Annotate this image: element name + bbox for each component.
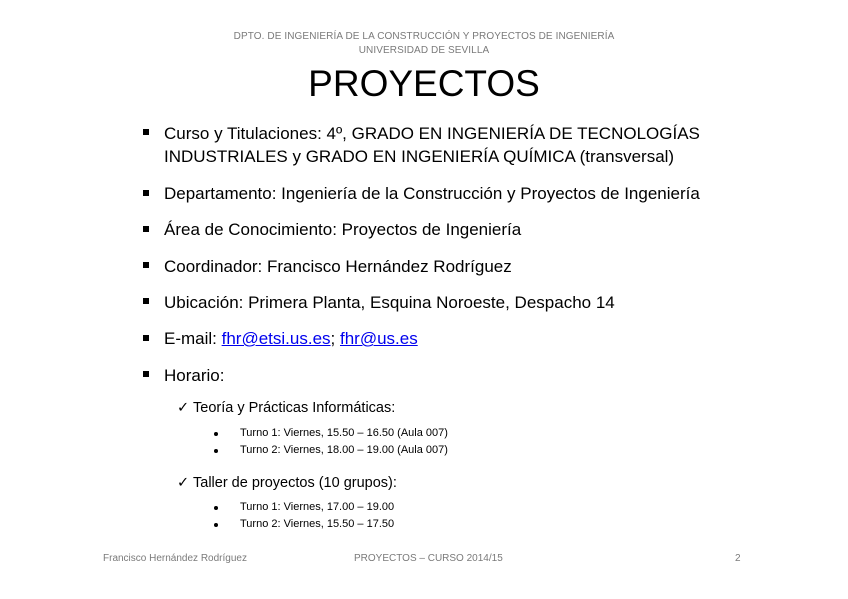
header-department: DPTO. DE INGENIERÍA DE LA CONSTRUCCIÓN Y PROYECTOS DE INGENIERÍA: [233, 31, 615, 42]
sub-bullet-dot: [214, 506, 218, 510]
taller-turno-1: Turno 1: Viernes, 17.00 – 19.00: [240, 501, 395, 513]
bullet-marker: [143, 190, 149, 196]
checkmark-icon: ✓: [177, 475, 190, 491]
bullet-curso-line1: Curso y Titulaciones: 4º, GRADO EN INGENIERÍA DE TECNOLOGÍAS: [164, 124, 700, 143]
horario-taller: [177, 473, 397, 493]
bullet-horario: Horario:: [164, 366, 225, 385]
bullet-marker: [143, 371, 149, 377]
sub-bullet-dot: [214, 432, 218, 436]
email-separator: ;: [330, 329, 340, 348]
email-label: E-mail:: [164, 329, 222, 348]
horario-teoria: [177, 398, 395, 418]
bullet-area: Área de Conocimiento: Proyectos de Ingeniería: [164, 220, 522, 239]
bullet-ubicacion: Ubicación: Primera Planta, Esquina Noroeste, Despacho 14: [164, 293, 615, 312]
bullet-marker: [143, 298, 149, 304]
bullet-departamento: Departamento: Ingeniería de la Construcción y Proyectos de Ingeniería: [164, 184, 700, 203]
sub-bullet-dot: [214, 449, 218, 453]
bullet-marker: [143, 262, 149, 268]
checkmark-icon: ✓: [177, 400, 190, 416]
taller-label: Taller de proyectos (10 grupos):: [193, 475, 397, 491]
bullet-email: [164, 327, 418, 350]
footer-course: PROYECTOS – CURSO 2014/15: [354, 553, 503, 564]
bullet-marker: [143, 129, 149, 135]
taller-turno-2: Turno 2: Viernes, 15.50 – 17.50: [240, 518, 395, 530]
teoria-turno-1: Turno 1: Viernes, 15.50 – 16.50 (Aula 007): [240, 427, 448, 439]
email-link-etsi[interactable]: fhr@etsi.us.es: [221, 329, 331, 348]
footer-author: Francisco Hernández Rodríguez: [103, 553, 247, 564]
sub-bullet-dot: [214, 523, 218, 527]
bullet-curso-line2: INDUSTRIALES y GRADO EN INGENIERÍA QUÍMICA (transversal): [164, 147, 675, 166]
teoria-label: Teoría y Prácticas Informáticas:: [193, 400, 396, 416]
bullet-marker: [143, 226, 149, 232]
bullet-coordinador: Coordinador: Francisco Hernández Rodríguez: [164, 257, 512, 276]
header-university: UNIVERSIDAD DE SEVILLA: [358, 45, 490, 56]
slide-title: PROYECTOS: [308, 63, 540, 104]
email-link-us[interactable]: fhr@us.es: [339, 329, 418, 348]
bullet-marker: [143, 335, 149, 341]
footer-page-number: 2: [735, 553, 741, 564]
teoria-turno-2: Turno 2: Viernes, 18.00 – 19.00 (Aula 007): [240, 444, 448, 456]
